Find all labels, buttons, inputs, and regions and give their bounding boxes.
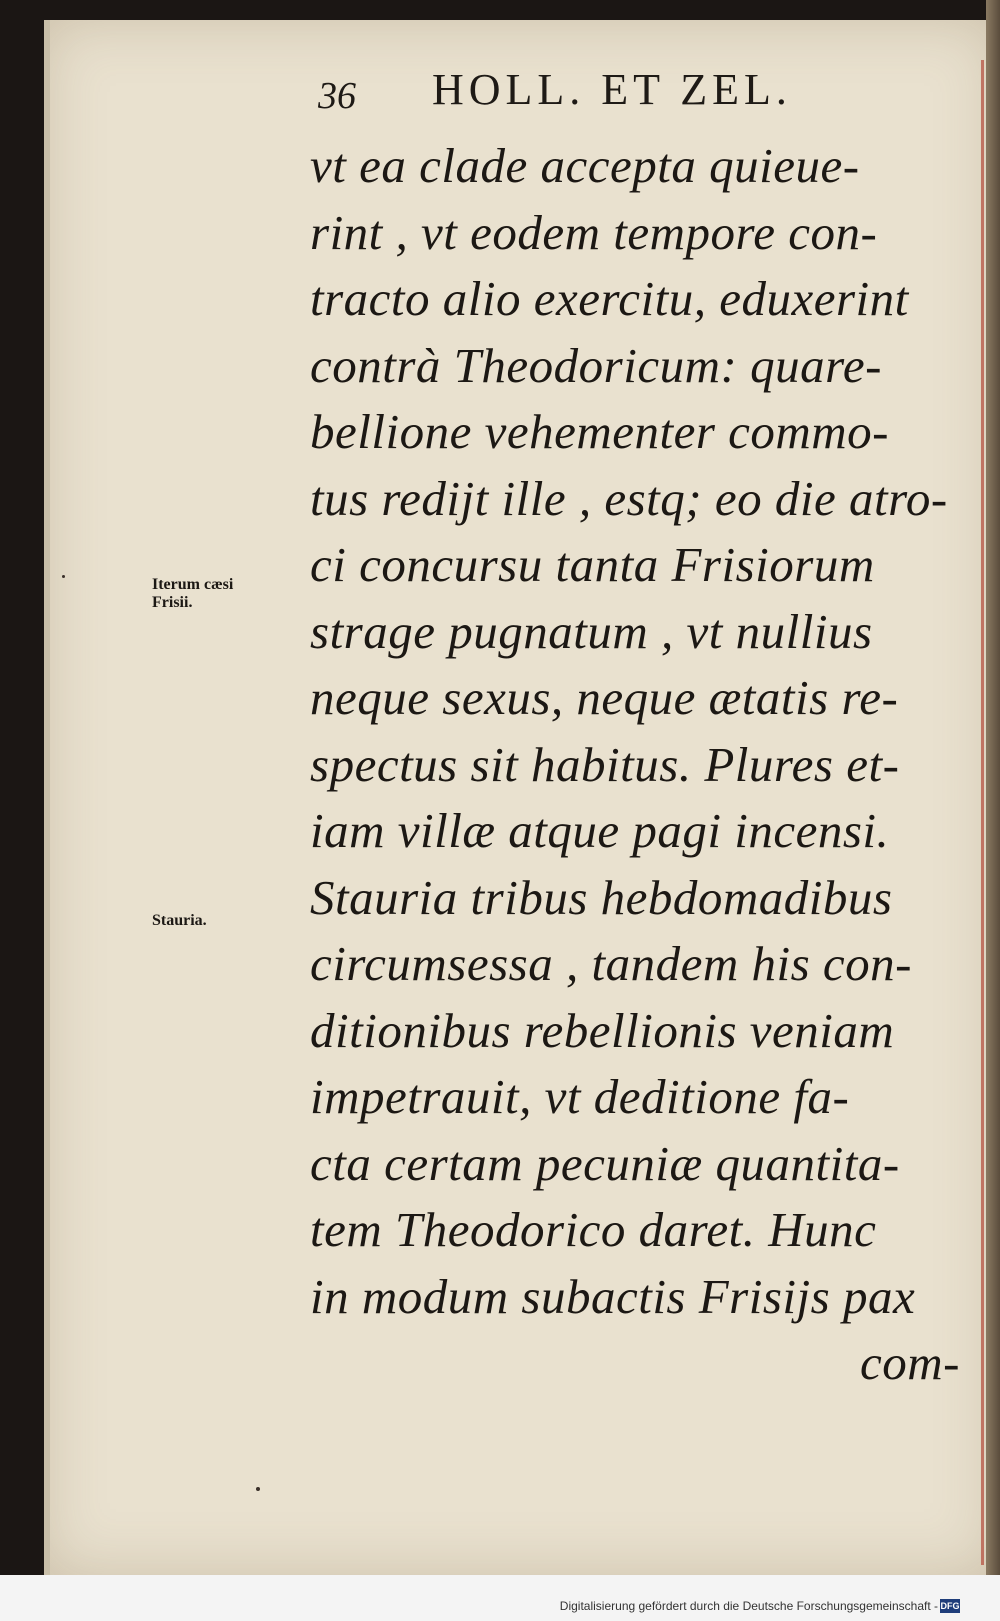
text-line: contrà Theodoricum: quare- xyxy=(310,337,882,393)
catchword: com- xyxy=(860,1335,960,1390)
text-line: impetrauit, vt deditione fa- xyxy=(310,1069,850,1124)
paper-speck xyxy=(256,1487,260,1491)
text-line: neque sexus, neque ætatis re- xyxy=(310,670,899,725)
page-edge-rule xyxy=(981,60,984,1565)
text-line: ditionibus rebellionis veniam xyxy=(310,1002,895,1058)
text-line: Stauria tribus hebdomadibus xyxy=(310,869,893,925)
body-text-block xyxy=(310,133,978,1397)
margin-note-stauria: Stauria. xyxy=(152,912,207,929)
text-line: strage pugnatum , vt nullius xyxy=(310,603,873,659)
page-number: 36 xyxy=(318,75,356,117)
page-header xyxy=(318,56,918,116)
text-line: tracto alio exercitu, eduxerint xyxy=(310,271,909,326)
margin-note-line: Frisii. xyxy=(152,594,193,611)
text-line: circumsessa , tandem his con- xyxy=(310,936,912,991)
text-line: bellione vehementer commo- xyxy=(310,404,889,459)
text-line: iam villæ atque pagi incensi. xyxy=(310,803,890,858)
text-line: tem Theodorico daret. Hunc xyxy=(310,1202,877,1257)
margin-note-line: Iterum cæsi xyxy=(152,576,234,593)
text-line: tus redijt ille , estq; eo die atro- xyxy=(310,470,948,526)
text-line: rint , vt eodem tempore con- xyxy=(310,204,878,260)
text-line: cta certam pecuniæ quantita- xyxy=(310,1135,900,1191)
digitization-credit: Digitalisierung gefördert durch die Deutsche Forschungsgemeinschaft - xyxy=(559,1599,938,1613)
text-line: spectus sit habitus. Plures et- xyxy=(310,736,900,792)
paper-speck xyxy=(62,575,65,578)
adjacent-page-edge xyxy=(986,0,1000,1600)
dfg-logo: DFG xyxy=(940,1601,960,1611)
running-title: HOLL. ET ZEL. xyxy=(432,65,792,114)
page-gutter-edge xyxy=(44,20,50,1575)
text-line: ci concursu tanta Frisiorum xyxy=(310,537,875,592)
footer-bar xyxy=(0,1575,1000,1621)
text-line: in modum subactis Frisijs pax xyxy=(310,1268,916,1324)
text-line: vt ea clade accepta quieue- xyxy=(310,138,860,193)
margin-note-iterum xyxy=(152,576,233,612)
